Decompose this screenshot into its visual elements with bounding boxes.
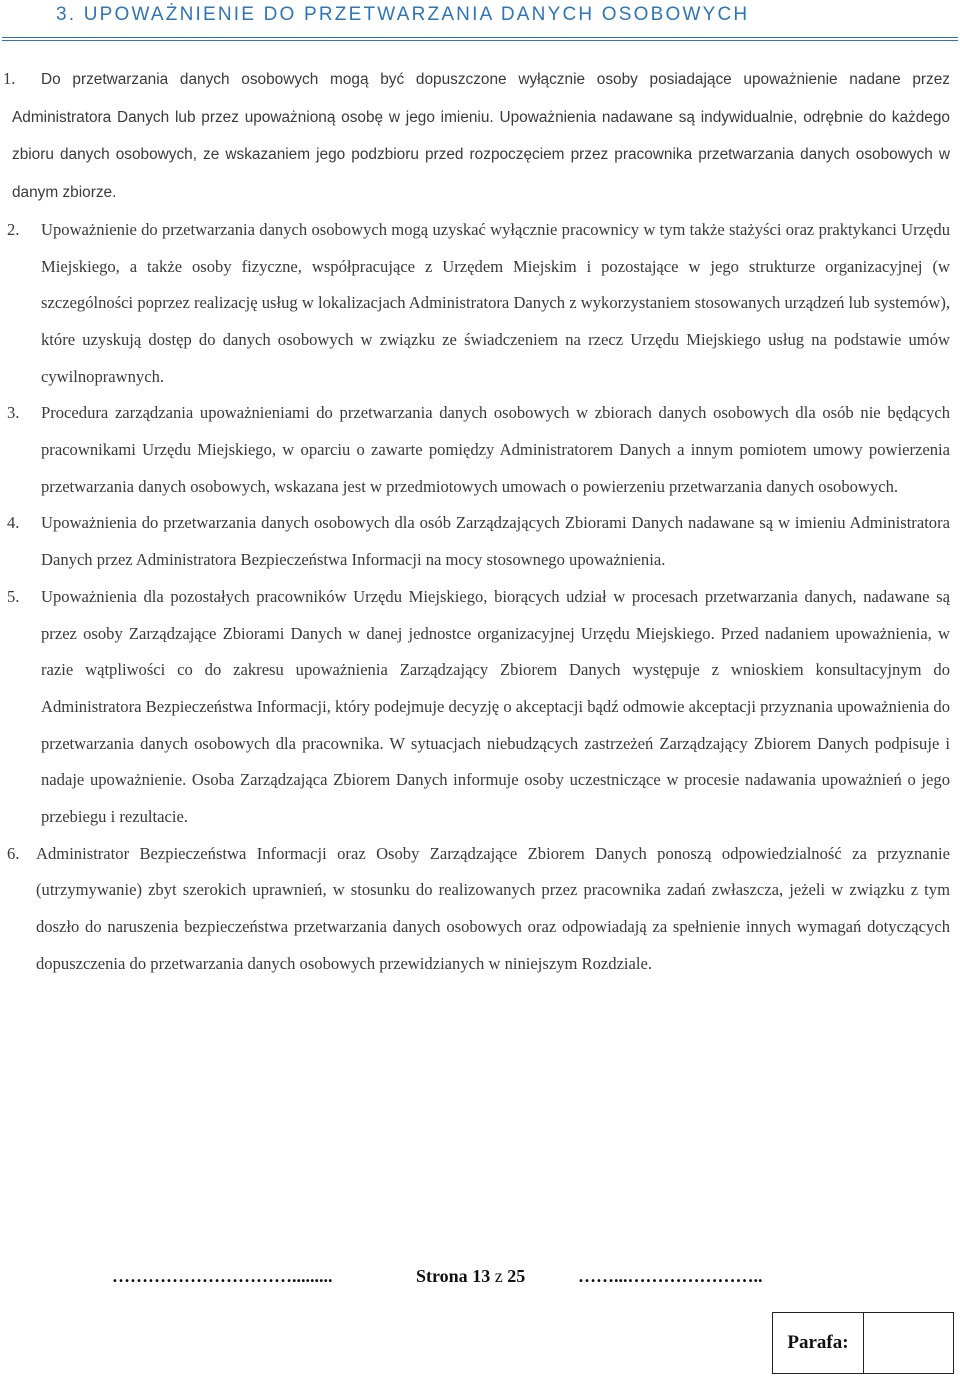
item-text: Upoważnienia do przetwarzania danych osobowych dla osób Zarządzających Zbiorami Danych nadawane są w imieniu Administratora Danych przez Administratora Bezpieczeństwa Informacji na mocy stosownego upoważnienia.	[41, 513, 950, 570]
item-text: Upoważnienia dla pozostałych pracowników Urzędu Miejskiego, biorących udział w procesach przetwarzania danych, nadawane są przez osoby Zarządzające Zbiorami Danych w danej jednostce organizacyjnej Urzędu Miejskiego. Przed nadaniem upoważnienia, w razie wątpliwości co do zakresu upoważnienia Zarządzający Zbiorem Danych występuje z wnioskiem konsultacyjnym do Administratora Bezpieczeństwa Informacji, który podejmuje decyzję o akceptacji bądź odmowie akceptacji przyznania upoważnienia do przetwarzania danych osobowych dla pracownika. W sytuacjach niebudzących zastrzeżeń Zarządzający Zbiorem Danych podpisuje i nadaje upoważnienie. Osoba Zarządzająca Zbiorem Danych informuje osoby uczestniczące w procesie nadawania upoważnień o jego przebiegu i rezultacie.	[41, 586, 950, 827]
list-item-2	[3, 212, 950, 396]
item-text: Administrator Bezpieczeństwa Informacji oraz Osoby Zarządzające Zbiorem Danych ponoszą odpowiedzialność za przyznanie (utrzymywanie) zbyt szerokich uprawnień, w stosunku do realizowanych przez pracownika zadań zwłaszcza, jeżeli w związku z tym doszło do naruszenia bezpieczeństwa przetwarzania danych osobowych oraz odpowiadają za spełnienie innych wymagań dotyczących dopuszczenia do przetwarzania danych osobowych przewidzianych w niniejszym Rozdziale.	[36, 843, 950, 973]
page-current: 13	[472, 1266, 491, 1286]
section-heading: 3. UPOWAŻNIENIE DO PRZETWARZANIA DANYCH OSOBOWYCH	[56, 4, 750, 25]
item-text: Upoważnienie do przetwarzania danych osobowych mogą uzyskać wyłącznie pracownicy w tym także stażyści oraz praktykanci Urzędu Miejskiego, a także osoby fizyczne, współpracujące z Urzędem Miejskim i pozostające w jego strukturze organizacyjnej (w szczególności poprzez realizację usług w lokalizacjach Administratora Danych z wykorzystaniem stosowanych urządzeń lub systemów), które uzyskują dostęp do danych osobowych w związku ze świadczeniem na rzecz Urzędu Miejskiego usług na podstawie umów cywilnoprawnych.	[41, 219, 950, 386]
item-number: 4.	[7, 513, 20, 533]
item-number: 1.	[3, 69, 16, 88]
item-number: 2.	[7, 219, 20, 239]
list-item-3	[3, 395, 950, 505]
item-number: 6.	[7, 843, 20, 863]
list-item-4	[3, 505, 950, 578]
parafa-label: Parafa:	[773, 1313, 864, 1373]
list-item-5	[3, 579, 950, 836]
page-total: 25	[507, 1266, 526, 1286]
footer-dots-left: ………………………….........	[112, 1266, 333, 1286]
item-text: Do przetwarzania danych osobowych mogą być dopuszczone wyłącznie osoby posiadające upoważnienie nadane przez Administratora Danych lub przez upoważnioną osobę w jego imieniu.	[12, 71, 950, 126]
page-word: Strona	[416, 1266, 468, 1286]
page-number	[416, 1266, 525, 1287]
footer-dots-right: ……...…………………..	[578, 1266, 763, 1286]
item-text: Upoważnienia nadawane są indywidualnie, odrębnie do każdego zbioru danych osobowych, ze wskazaniem jego podzbioru przed rozpoczęciem przez pracownika przetwarzania danych osobowych w danym zbiorze.	[12, 108, 950, 202]
item-text: Procedura zarządzania upoważnieniami do przetwarzania danych osobowych w zbiorach danych osobowych dla osób nie będących pracownikami Urzędu Miejskiego, w oparciu o zawarte pomiędzy Administratorem Danych a innym pomiotem umowy powierzenia przetwarzania danych osobowych, wskazana jest w przedmiotowych umowach o powierzeniu przetwarzania danych osobowych.	[41, 403, 950, 496]
list-item-1	[3, 61, 950, 212]
parafa-signature-cell	[864, 1313, 953, 1373]
page-of: z	[494, 1266, 503, 1286]
list-item-6	[3, 836, 950, 983]
item-number: 3.	[7, 403, 20, 423]
document-body	[3, 61, 950, 983]
page-footer	[0, 1266, 960, 1296]
item-number: 5.	[7, 586, 20, 606]
heading-divider	[2, 37, 958, 41]
parafa-box	[772, 1312, 954, 1374]
